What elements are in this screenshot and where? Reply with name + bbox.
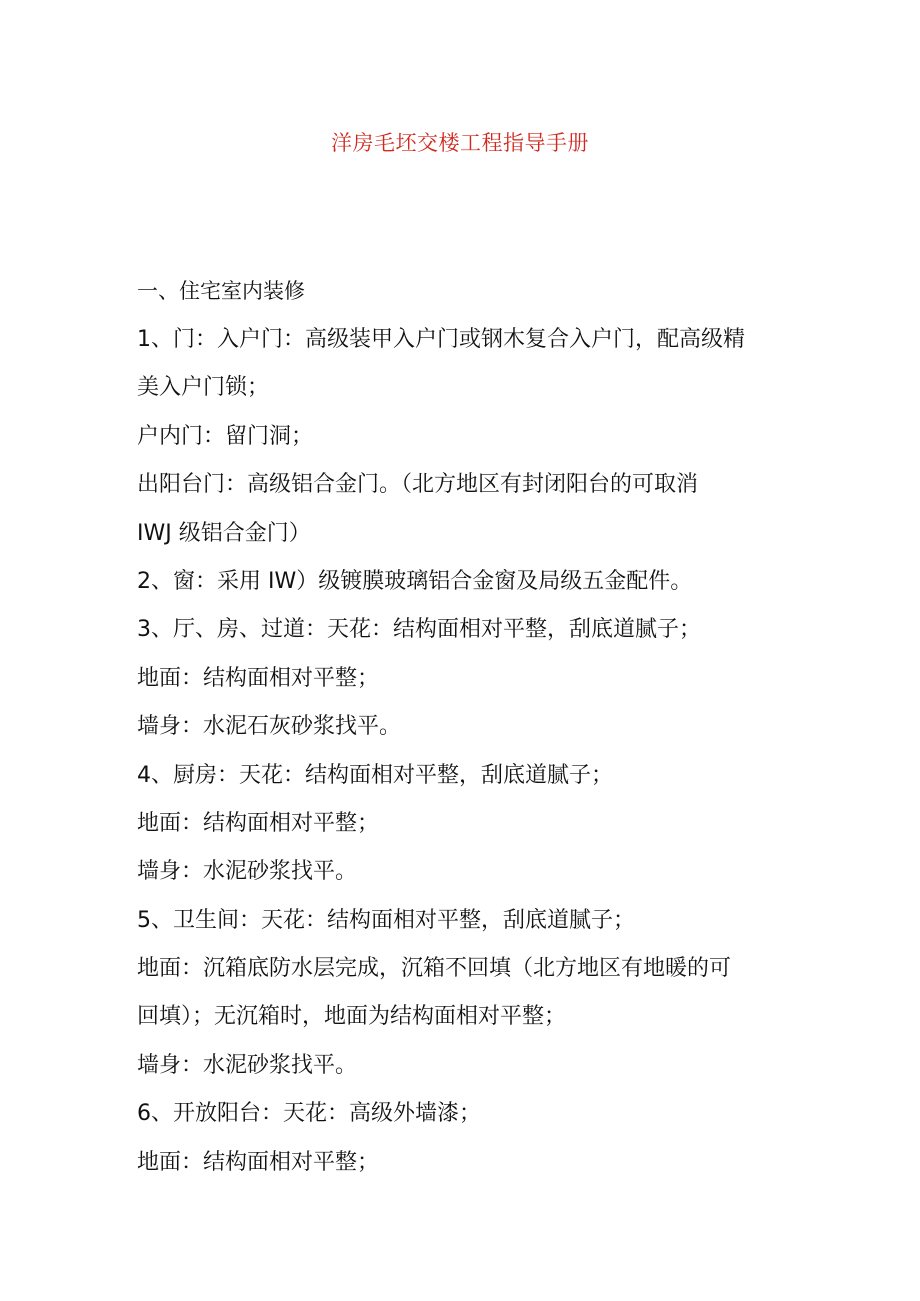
text-line: 出阳台门：高级铝合金门。（北方地区有封闭阳台的可取消 xyxy=(137,472,699,498)
section-heading: 一、住宅室内装修 xyxy=(137,279,305,303)
document-title: 洋房毛坯交楼工程指导手册 xyxy=(331,131,589,155)
body-text xyxy=(137,322,797,1193)
text-line: 地面：沉箱底防水层完成，沉箱不回填（北方地区有地暖的可 xyxy=(137,956,732,982)
text-line: 户内门：留门洞； xyxy=(137,423,314,449)
text-line: 1、门：入户门：高级装甲入户门或钢木复合入户门，配高级精 xyxy=(137,327,745,352)
text-line: 2、窗：采用 IW）级镀膜玻璃铝合金窗及局级五金配件。 xyxy=(137,568,693,594)
text-line: 地面：结构面相对平整； xyxy=(137,1149,380,1175)
text-line: 4、厨房：天花：结构面相对平整，刮底道腻子； xyxy=(137,762,613,788)
text-line: 墙身：水泥砂浆找平。 xyxy=(137,1052,358,1078)
text-line: 地面：结构面相对平整； xyxy=(137,810,380,836)
text-line: 5、卫生间：天花：结构面相对平整，刮底道腻子； xyxy=(137,907,635,933)
text-line: IWJ 级铝合金门） xyxy=(137,520,311,546)
text-line: 回填）；无沉箱时，地面为结构面相对平整； xyxy=(137,1004,567,1030)
text-line: 地面：结构面相对平整； xyxy=(137,665,380,691)
text-line: 墙身：水泥砂浆找平。 xyxy=(137,859,358,885)
text-line: 3、厅、房、过道：天花：结构面相对平整，刮底道腻子； xyxy=(137,617,701,643)
text-line: 美入户门锁； xyxy=(137,375,270,401)
text-line: 6、开放阳台：天花：高级外墙漆； xyxy=(137,1101,481,1127)
text-line: 墙身：水泥石灰砂浆找平。 xyxy=(137,714,402,740)
